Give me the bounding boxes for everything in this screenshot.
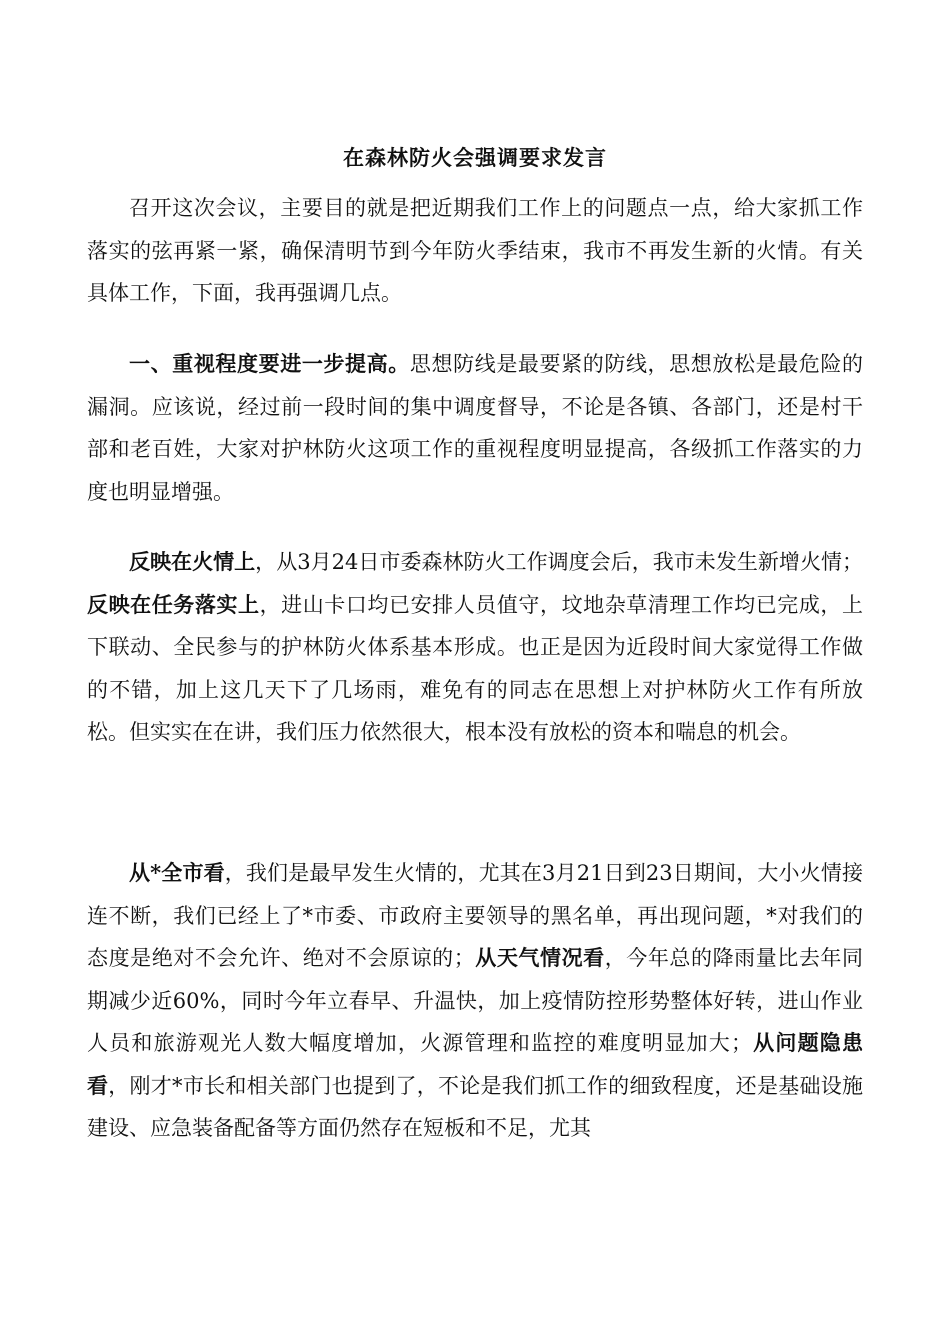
section-heading: 一、重视程度要进一步提高。 [129, 351, 410, 376]
paragraph-analysis [87, 852, 863, 1150]
bold-phrase: 从*全市看 [129, 860, 225, 885]
paragraph-text: 召开这次会议，主要目的就是把近期我们工作上的问题点一点，给大家抓工作落实的弦再紧一紧，确保清明节到今年防火季结束，我市不再发生新的火情。有关具体工作，下面，我再强调几点。 [87, 196, 863, 305]
paragraph-text: 思想防线是最要紧的防线，思想放松是最危险的漏洞。应该说，经过前一段时间的集中调度督导，不论是各镇、各部门，还是村干部和老百姓，大家对护林防火这项工作的重视程度明显提高，各级抓工作落实的力度也明显增强。 [87, 352, 864, 504]
paragraph-text: ，进山卡口均已安排人员值守，坟地杂草清理工作均已完成，上下联动、全民参与的护林防火体系基本形成。也正是因为近段时间大家觉得工作做的不错，加上这几天下了几场雨，难免有的同志在思想上对护林防火工作有所放松。但实实在在讲，我们压力依然很大，根本没有放松的资本和喘息的机会。 [87, 592, 864, 744]
paragraph-section-one [87, 343, 863, 513]
paragraph-text: ，我们是最早发生火情的，尤其在3月21日到23日期间，大小火情接连不断，我们已经上了*市委、市政府主要领导的黑名单，再出现问题，*对我们的态度是绝对不会允许、绝对不会原谅的； [87, 861, 863, 970]
bold-phrase: 从问题隐患看 [87, 1030, 863, 1098]
paragraph-intro [87, 187, 863, 315]
paragraph-text: ，从3月24日市委森林防火工作调度会后，我市未发生新增火情； [255, 550, 863, 574]
bold-phrase: 从天气情况看 [474, 945, 605, 970]
document-title: 在森林防火会强调要求发言 [343, 145, 607, 170]
bold-phrase: 反映在火情上 [129, 549, 256, 574]
paragraph-text: ，今年总的降雨量比去年同期减少近60%，同时今年立春早、升温快，加上疫情防控形势整体好转，进山作业人员和旅游观光人数大幅度增加，火源管理和监控的难度明显加大； [87, 946, 864, 1055]
paragraph-reflection [87, 541, 863, 754]
bold-phrase: 反映在任务落实上 [87, 591, 260, 617]
paragraph-text: ，刚才*市长和相关部门也提到了，不论是我们抓工作的细致程度，还是基础设施建设、应急装备配备等方面仍然存在短板和不足，尤其 [87, 1073, 863, 1140]
